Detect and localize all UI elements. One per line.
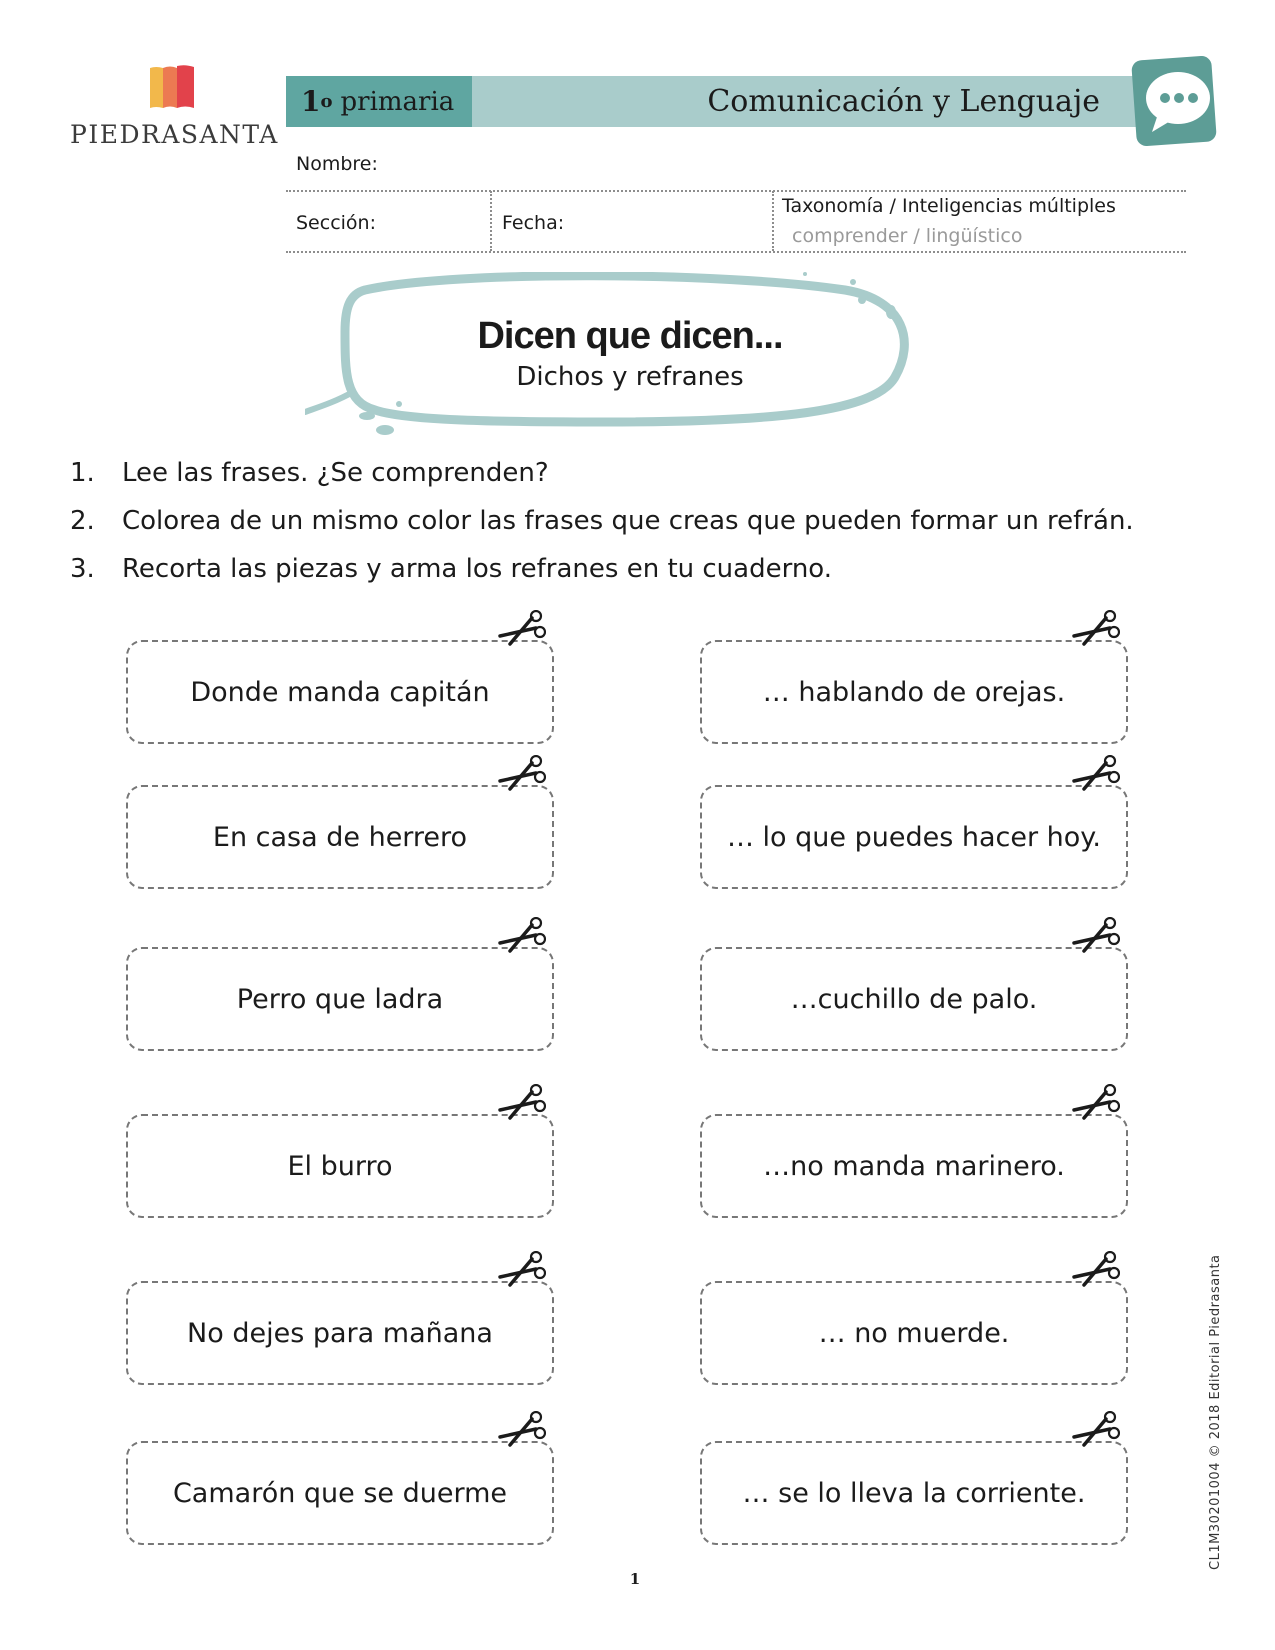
date-label: Fecha: (502, 212, 565, 234)
page-number: 1 (629, 1570, 641, 1588)
section-label: Sección: (296, 212, 376, 234)
instruction-item (70, 554, 832, 584)
divider (286, 251, 1186, 253)
card-text: En casa de herrero (212, 821, 468, 853)
instruction-text: Recorta las piezas y arma los refranes en tu cuaderno. (122, 554, 833, 584)
instruction-number: 1. (70, 458, 95, 488)
card-text: No dejes para mañana (187, 1317, 493, 1349)
taxonomy-value: comprender / lingüístico (792, 225, 1023, 247)
scissors-icon (496, 1084, 546, 1124)
card-text: … lo que puedes hacer hoy. (726, 821, 1102, 853)
card-text: El burro (287, 1150, 393, 1182)
scissors-icon (1070, 917, 1120, 957)
instruction-number: 3. (70, 554, 95, 584)
instruction-item (70, 458, 549, 488)
scissors-icon (1070, 1411, 1120, 1451)
grade-number: 1 (301, 85, 321, 118)
subject-title: Comunicación y Lenguaje (707, 84, 1100, 119)
speech-bubble-frame (305, 272, 920, 447)
scissors-icon (1070, 1251, 1120, 1291)
instruction-number: 2. (70, 506, 95, 536)
card-text: …no manda marinero. (763, 1150, 1065, 1182)
scissors-icon (1070, 610, 1120, 650)
divider (286, 190, 1186, 192)
card-left-6 (126, 1441, 554, 1545)
card-text: … se lo lleva la corriente. (742, 1477, 1086, 1509)
scissors-icon (1070, 1084, 1120, 1124)
taxonomy-title: Taxonomía / Inteligencias múltiples (782, 195, 1116, 217)
brand-name: PIEDRASANTA (70, 120, 279, 149)
instruction-text: Colorea de un mismo color las frases que creas que pueden formar un refrán. (122, 506, 1134, 536)
scissors-icon (496, 1411, 546, 1451)
card-text: Donde manda capitán (190, 676, 490, 708)
card-right-6 (700, 1441, 1128, 1545)
grade-ordinal: o (320, 91, 333, 112)
instruction-item (70, 506, 1134, 536)
divider (490, 191, 492, 251)
scissors-icon (496, 610, 546, 650)
scissors-icon (496, 917, 546, 957)
card-text: … no muerde. (818, 1317, 1010, 1349)
card-right-1 (700, 640, 1128, 744)
grade-badge (286, 76, 472, 127)
card-right-4 (700, 1114, 1128, 1218)
card-left-1 (126, 640, 554, 744)
card-text: Perro que ladra (236, 983, 444, 1015)
grade-label: primaria (340, 86, 455, 117)
card-left-3 (126, 947, 554, 1051)
page-title: Dicen que dicen... (477, 315, 783, 357)
card-text: … hablando de orejas. (762, 676, 1066, 708)
card-left-4 (126, 1114, 554, 1218)
card-right-3 (700, 947, 1128, 1051)
card-left-2 (126, 785, 554, 889)
card-right-2 (700, 785, 1128, 889)
card-right-5 (700, 1281, 1128, 1385)
card-text: Camarón que se duerme (172, 1477, 508, 1509)
scissors-icon (1070, 755, 1120, 795)
instruction-text: Lee las frases. ¿Se comprenden? (122, 458, 549, 488)
page-subtitle: Dichos y refranes (516, 362, 744, 392)
copyright-notice: CL1M30201004 © 2018 Editorial Piedrasanta (1208, 1254, 1223, 1570)
card-text: …cuchillo de palo. (790, 983, 1038, 1015)
name-label: Nombre: (296, 153, 378, 175)
piedrasanta-logo-icon (148, 64, 198, 112)
scissors-icon (496, 755, 546, 795)
card-left-5 (126, 1281, 554, 1385)
divider (772, 191, 774, 251)
scissors-icon (496, 1251, 546, 1291)
chat-bubble-icon (1128, 56, 1218, 152)
